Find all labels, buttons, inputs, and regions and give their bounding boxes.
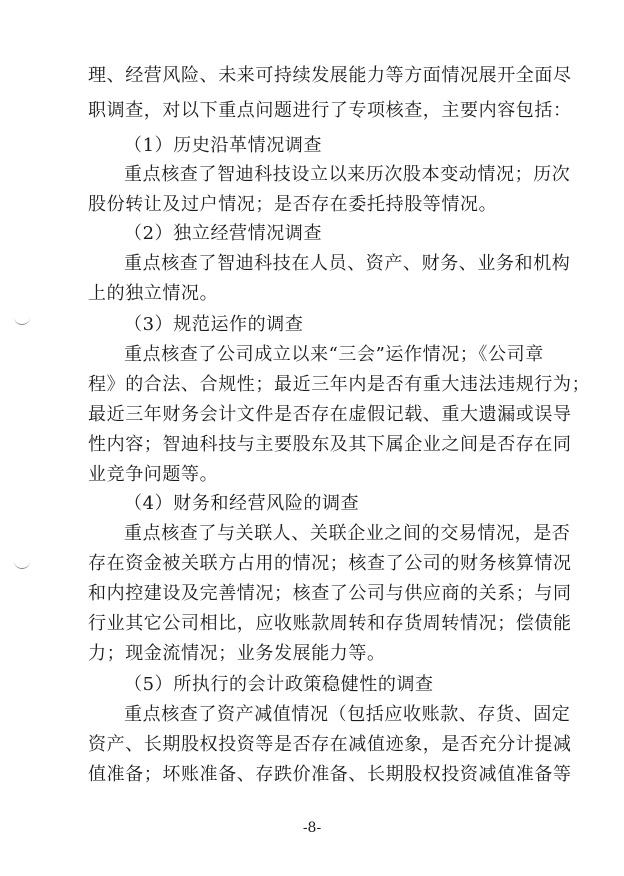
body-line: 行业其它公司相比，应收账款周转和存货周转情况；偿债能 (88, 613, 572, 634)
body-line: 和内控建设及完善情况；核查了公司与供应商的关系；与同 (88, 583, 572, 604)
body-line: 上的独立情况。 (88, 283, 219, 304)
body-line: 股份转让及过户情况；是否存在委托持股等情况。 (88, 194, 498, 215)
body-line: 重点核查了与关联人、关联企业之间的交易情况，是否 (124, 523, 571, 544)
body-line: 力；现金流情况；业务发展能力等。 (88, 643, 386, 664)
section-heading-3: （3）规范运作的调查 (124, 314, 304, 335)
binding-hole-mark-lower (14, 556, 30, 569)
body-line: 重点核查了智迪科技在人员、资产、财务、业务和机构 (124, 253, 571, 274)
binding-hole-mark-upper (14, 312, 30, 325)
section-heading-1: （1）历史沿革情况调查 (124, 135, 323, 156)
section-heading-5: （5）所执行的会计政策稳健性的调查 (124, 674, 434, 695)
body-line: 性内容；智迪科技与主要股东及其下属企业之间是否存在同 (88, 434, 572, 455)
body-line: 业竞争问题等。 (88, 464, 219, 485)
body-line: 重点核查了智迪科技设立以来历次股本变动情况；历次 (124, 164, 571, 185)
body-line: 资产、长期股权投资等是否存在减值迹象，是否充分计提减 (88, 734, 572, 755)
body-line: 理、经营风险、未来可持续发展能力等方面情况展开全面尽 (88, 65, 572, 86)
body-line: 重点核查了资产减值情况（包括应收账款、存货、固定 (124, 704, 571, 725)
body-line: 值准备；坏账准备、存跌价准备、长期股权投资减值准备等 (88, 764, 572, 785)
body-line: 重点核查了公司成立以来“三会”运作情况；《公司章 (124, 344, 544, 365)
section-heading-4: （4）财务和经营风险的调查 (124, 493, 360, 514)
body-line: 程》的合法、合规性；最近三年内是否有重大违法违规行为； (88, 374, 591, 395)
body-line: 职调查，对以下重点问题进行了专项核查，主要内容包括： (88, 100, 572, 121)
body-line: 存在资金被关联方占用的情况；核查了公司的财务核算情况 (88, 553, 572, 574)
section-heading-2: （2）独立经营情况调查 (124, 223, 323, 244)
body-line: 最近三年财务会计文件是否存在虚假记载、重大遗漏或误导 (88, 404, 572, 425)
page-number: -8- (302, 820, 322, 836)
